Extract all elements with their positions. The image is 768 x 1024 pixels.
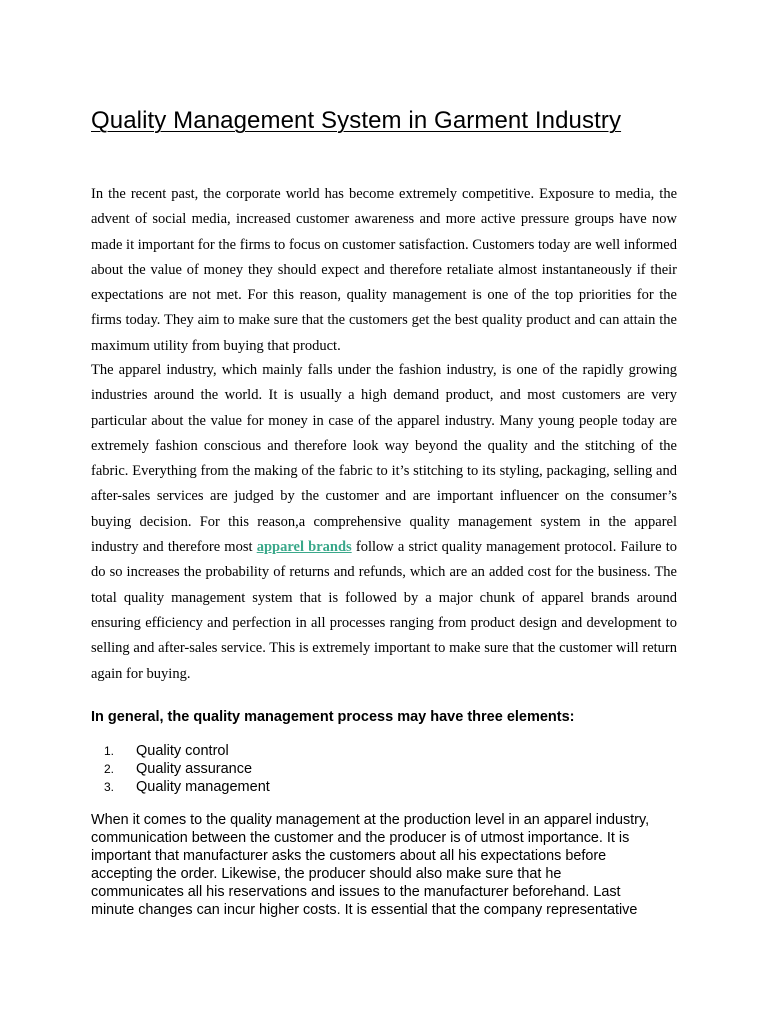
- paragraph-line: important that manufacturer asks the customers about all his expectations before: [91, 847, 607, 864]
- quality-elements-list: [91, 742, 651, 796]
- apparel-brands-link[interactable]: apparel brands: [256, 539, 352, 556]
- paragraph-line: accepting the order. Likewise, the producer should also make sure that he: [91, 865, 562, 882]
- paragraph-line: When it comes to the quality management at the production level in an apparel industry,: [91, 812, 650, 828]
- intro-paragraph: In the recent past, the corporate world has become extremely competitive. Exposure to media, the advent of social media, increased customer awareness and more active pressure groups have now made it important for the firms to focus on customer satisfaction. Customers today are well informed about the value of money they should expect and therefore retaliate almost instantaneously if their expectations are not met. For this reason, quality management is one of the top priorities for the firms today. They aim to make sure that the customers get the best quality product and can attain the maximum utility from buying that product.: [91, 186, 677, 354]
- list-item: [91, 742, 651, 760]
- list-item-text: Quality assurance: [136, 761, 253, 777]
- paragraph-text-before-link: The apparel industry, which mainly falls under the fashion industry, is one of the rapidly growing industries around the world. It is usually a high demand product, and most customers are very particular about the value for money in case of the apparel industry. Many young people today are extremely fashion conscious and therefore look way beyond the quality and the stitching of the fabric. Everything from the making of the fabric to it’s stitching to its styling, packaging, selling and after-sales services are judged by the customer and are important influencer on the consumer’s buying decision. For this reason,a comprehensive quality management system in the apparel industry and therefore most: [91, 362, 677, 556]
- list-item-number: 1.: [104, 744, 115, 758]
- list-item-number: 2.: [104, 762, 115, 776]
- section-heading: In general, the quality management process may have three elements:: [91, 709, 575, 725]
- paragraph-text-after-link: follow a strict quality management protocol. Failure to do so increases the probability of returns and refunds, which are an added cost for the business. The total quality management system that is followed by a major chunk of apparel brands around ensuring efficiency and perfection in all processes ranging from product design and development to selling and after-sales service. This is extremely important to make sure that the customer will return again for buying.: [91, 539, 678, 682]
- document-title: Quality Management System in Garment Industry: [91, 107, 622, 134]
- list-item-text: Quality control: [136, 743, 229, 759]
- production-level-paragraph: [91, 812, 691, 919]
- list-item: [91, 760, 651, 778]
- apparel-industry-paragraph: [91, 358, 677, 687]
- list-item: [91, 778, 651, 796]
- paragraph-line: communication between the customer and the producer is of utmost importance. It is: [91, 829, 630, 846]
- paragraph-line: communicates all his reservations and issues to the manufacturer beforehand. Last: [91, 883, 621, 900]
- list-item-number: 3.: [104, 780, 115, 794]
- paragraph-line: minute changes can incur higher costs. It is essential that the company representative: [91, 901, 638, 918]
- list-item-text: Quality management: [136, 779, 270, 795]
